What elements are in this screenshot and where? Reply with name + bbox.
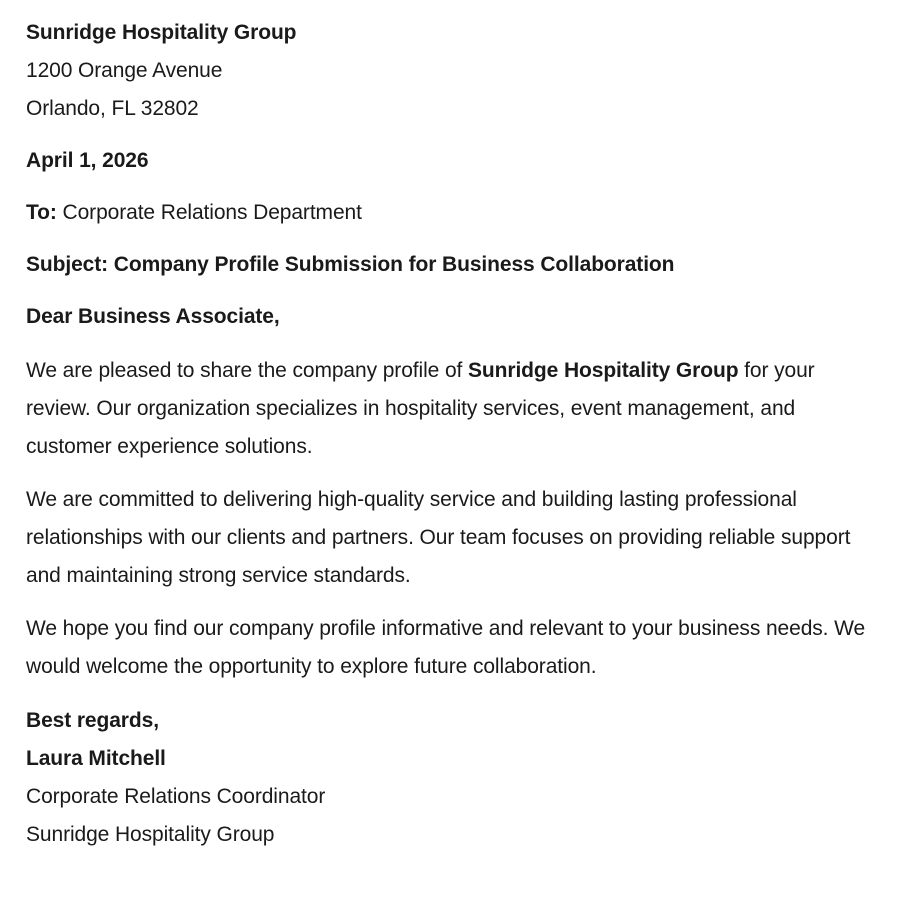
company-name: Sunridge Hospitality Group	[26, 21, 297, 44]
spacer	[26, 336, 874, 352]
sender-title: Corporate Relations Coordinator	[26, 785, 326, 808]
body-paragraph-1	[26, 352, 874, 466]
spacer	[26, 686, 874, 702]
recipient-block	[26, 194, 874, 232]
spacer	[26, 595, 874, 610]
valediction: Best regards,	[26, 709, 159, 732]
spacer	[26, 232, 874, 246]
recipient-label: To:	[26, 201, 57, 224]
street-address: 1200 Orange Avenue	[26, 59, 223, 82]
spacer	[26, 284, 874, 298]
salutation-block	[26, 298, 874, 336]
spacer	[26, 466, 874, 481]
subject-block	[26, 246, 874, 284]
body-paragraph-3: We hope you find our company profile informative and relevant to your business needs. We would welcome the opportunity to explore future collaboration.	[26, 617, 866, 678]
spacer	[26, 128, 874, 142]
salutation: Dear Business Associate,	[26, 305, 280, 328]
letterhead-block	[26, 14, 874, 128]
spacer	[26, 180, 874, 194]
paragraph-1-part-1: We are pleased to share the company profile of	[26, 359, 469, 382]
body-paragraph-2: We are committed to delivering high-quality service and building lasting professional relationships with our clients and partners. Our team focuses on providing reliable support and maintaining strong service standards.	[26, 488, 851, 587]
sender-name: Laura Mitchell	[26, 747, 166, 770]
subject-line: Subject: Company Profile Submission for Business Collaboration	[26, 253, 675, 276]
letter-date: April 1, 2026	[26, 149, 149, 172]
paragraph-1-emphasis: Sunridge Hospitality Group	[468, 359, 739, 382]
paragraph-1-part-2: for your review. Our organization specializes in hospitality services, event management, and customer experience solutions.	[26, 359, 815, 458]
date-block	[26, 142, 874, 180]
recipient-line	[26, 194, 874, 232]
recipient-value: Corporate Relations Department	[56, 201, 362, 224]
closing-block	[26, 702, 874, 854]
sender-company: Sunridge Hospitality Group	[26, 823, 275, 846]
city-state-zip: Orlando, FL 32802	[26, 97, 199, 120]
